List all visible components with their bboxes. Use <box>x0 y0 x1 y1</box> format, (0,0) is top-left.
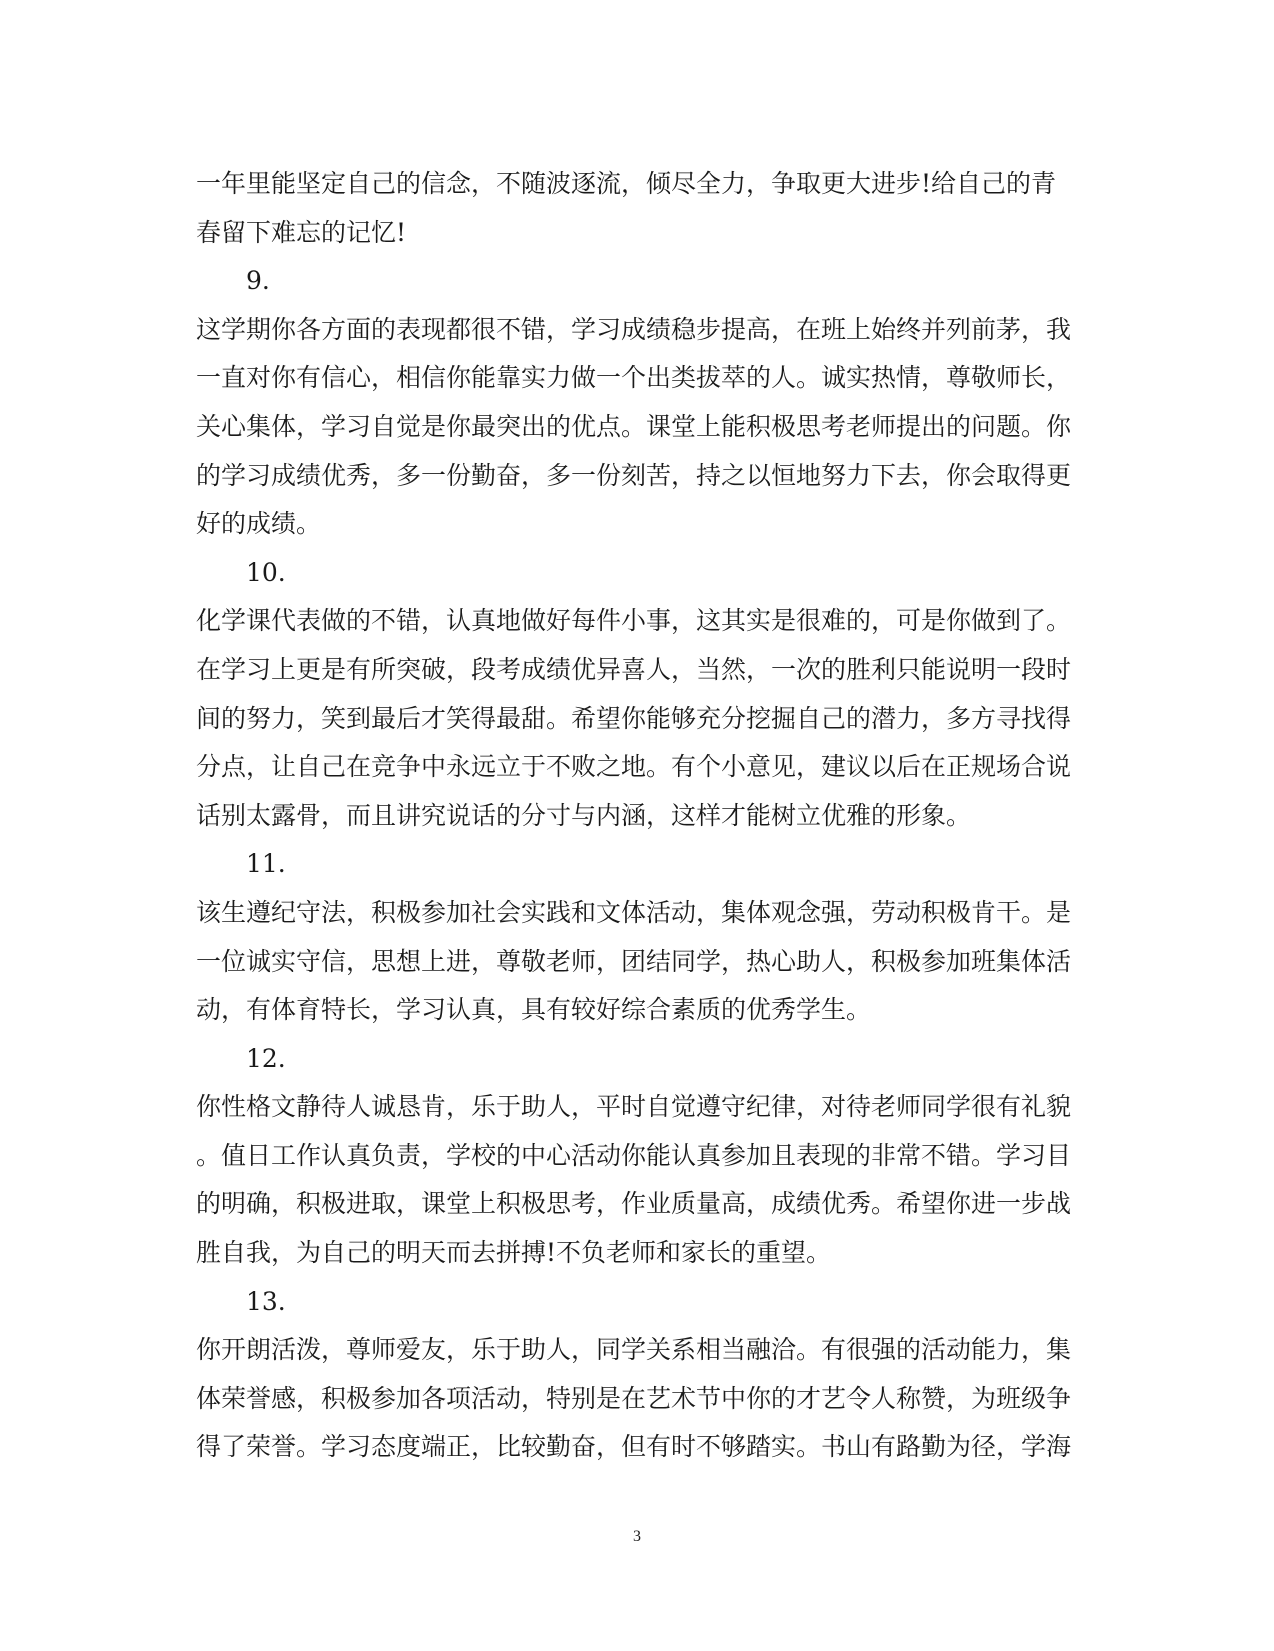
text-line: 你性格文静待人诚恳肯，乐于助人，平时自觉遵守纪律，对待老师同学很有礼貌 <box>196 1092 1072 1122</box>
text-line: 的学习成绩优秀，多一份勤奋，多一份刻苦，持之以恒地努力下去，你会取得更 <box>196 460 1072 490</box>
text-line: 。值日工作认真负责，学校的中心活动你能认真参加且表现的非常不错。学习目 <box>196 1140 1072 1170</box>
item-number: 12. <box>246 1043 286 1073</box>
text-line: 的明确，积极进取，课堂上积极思考，作业质量高，成绩优秀。希望你进一步战 <box>196 1189 1072 1219</box>
text-line: 该生遵纪守法，积极参加社会实践和文体活动，集体观念强，劳动积极肯干。是 <box>196 897 1072 927</box>
text-line: 得了荣誉。学习态度端正，比较勤奋，但有时不够踏实。书山有路勤为径，学海 <box>196 1432 1072 1462</box>
text-line: 一直对你有信心，相信你能靠实力做一个出类拔萃的人。诚实热情，尊敬师长， <box>196 363 1072 393</box>
item-number: 13. <box>246 1286 286 1316</box>
page-number: 3 <box>633 1528 641 1545</box>
text-line: 话别太露骨，而且讲究说话的分寸与内涵，这样才能树立优雅的形象。 <box>196 800 972 830</box>
text-line: 动，有体育特长，学习认真，具有较好综合素质的优秀学生。 <box>196 995 872 1025</box>
text-line: 你开朗活泼，尊师爱友，乐于助人，同学关系相当融洽。有很强的活动能力，集 <box>196 1335 1072 1365</box>
text-line: 关心集体，学习自觉是你最突出的优点。课堂上能积极思考老师提出的问题。你 <box>196 411 1072 441</box>
text-line: 一年里能坚定自己的信念，不随波逐流，倾尽全力，争取更大进步!给自己的青 <box>196 169 1057 198</box>
text-line: 分点，让自己在竞争中永远立于不败之地。有个小意见，建议以后在正规场合说 <box>196 752 1072 782</box>
text-line: 胜自我，为自己的明天而去拼搏!不负老师和家长的重望。 <box>196 1238 832 1268</box>
text-line: 在学习上更是有所突破，段考成绩优异喜人，当然，一次的胜利只能说明一段时 <box>196 654 1072 684</box>
text-line: 这学期你各方面的表现都很不错，学习成绩稳步提高，在班上始终并列前茅，我 <box>196 314 1072 344</box>
text-line: 春留下难忘的记忆! <box>196 217 407 247</box>
text-line: 好的成绩。 <box>196 509 322 539</box>
text-line: 化学课代表做的不错，认真地做好每件小事，这其实是很难的，可是你做到了。 <box>196 606 1072 636</box>
text-line: 体荣誉感，积极参加各项活动，特别是在艺术节中你的才艺令人称赞，为班级争 <box>196 1383 1072 1413</box>
item-number: 9. <box>246 266 270 296</box>
text-line: 一位诚实守信，思想上进，尊敬老师，团结同学，热心助人，积极参加班集体活 <box>196 946 1072 976</box>
text-line: 间的努力，笑到最后才笑得最甜。希望你能够充分挖掘自己的潜力，多方寻找得 <box>196 703 1072 733</box>
document-body <box>196 160 1076 1472</box>
item-number: 11. <box>246 849 286 879</box>
item-number: 10. <box>246 557 286 587</box>
